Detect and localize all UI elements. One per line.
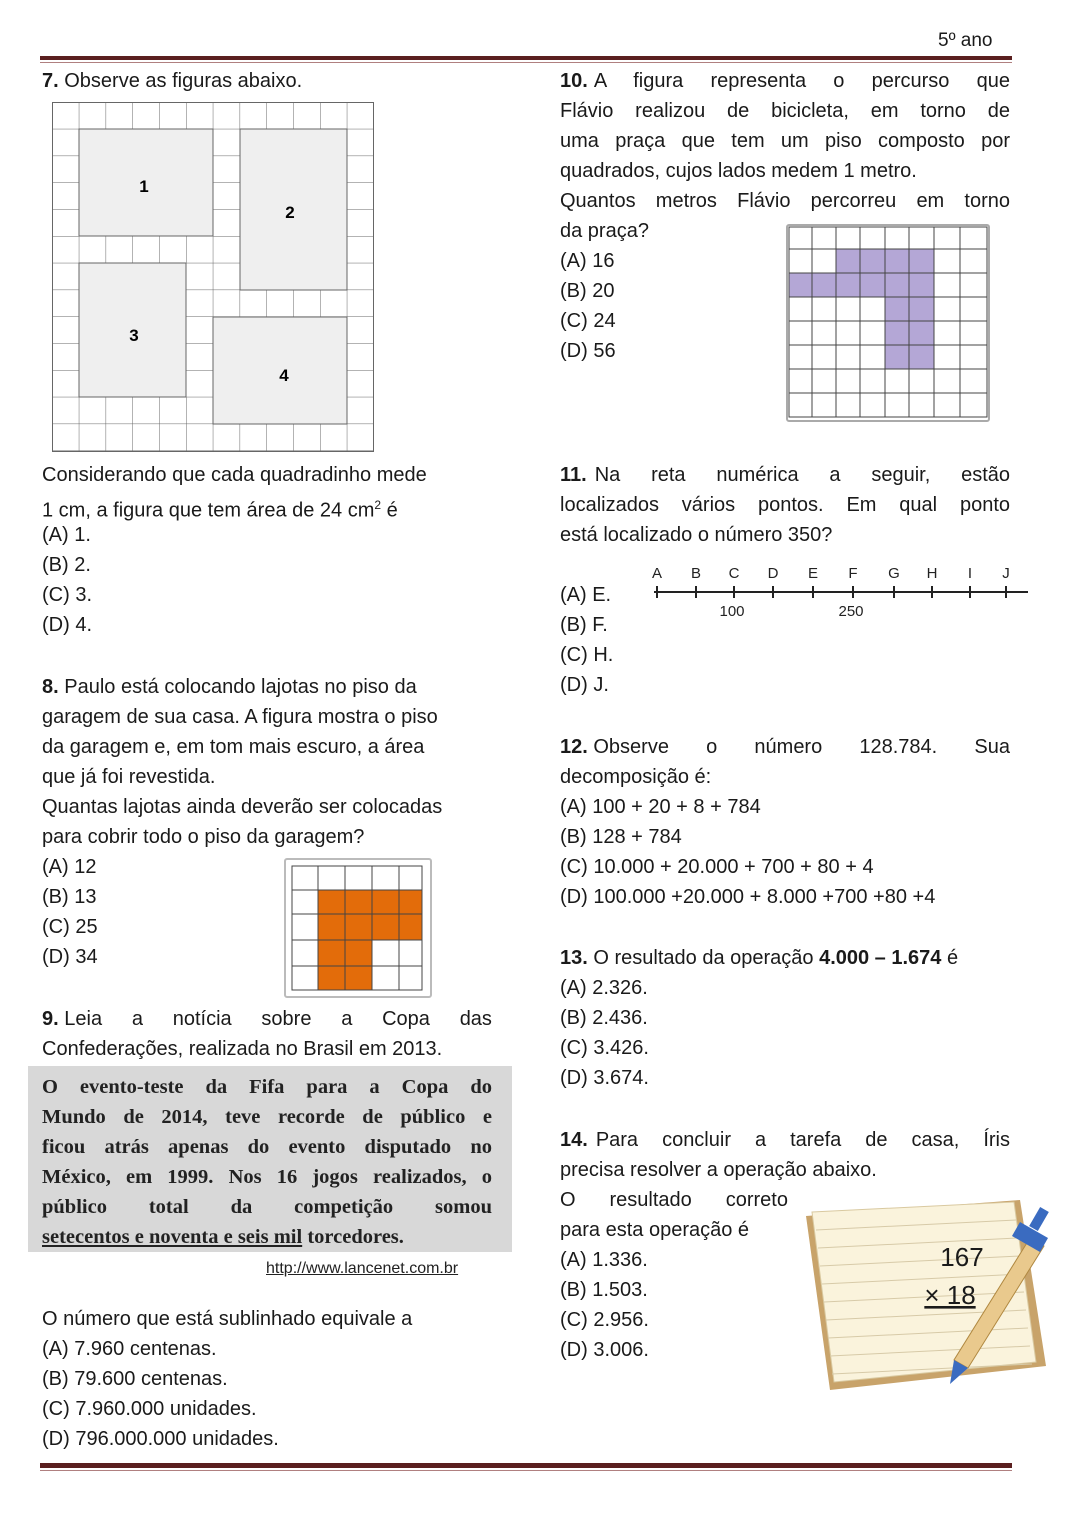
q14-notebook-illustration [800,1198,1056,1394]
q10-line: da praça? [560,220,649,242]
q11-point-label: G [888,565,900,582]
top-rule-thin [40,62,1012,63]
q9-line2: Confederações, realizada no Brasil em 2013. [42,1038,443,1060]
q14-operand-1: 167 [940,1242,984,1272]
q13-option-c[interactable]: (C) 3.426. [560,1037,649,1059]
q11-option-c[interactable]: (C) H. [560,644,614,666]
q7-grid-figure [52,102,376,456]
q7-line [42,490,398,520]
q7-line: Considerando que cada quadradinho mede [42,464,427,486]
q14-line: precisa resolver a operação abaixo. [560,1159,877,1181]
q11-line1-text: Na reta numérica a seguir, estão [594,464,1010,486]
bottom-rule-thin [40,1470,1012,1471]
top-rule [40,56,1012,60]
q9-news-tail: torcedores. [302,1226,404,1248]
q9-word: notícia [172,1008,232,1030]
q7-figure-label: 3 [129,326,139,345]
q10-line: Quantos metros Flávio percorreu em torno [560,190,1010,212]
q12-word: número [754,736,823,758]
q12-option-b[interactable]: (B) 128 + 784 [560,826,682,848]
q10-option-a[interactable]: (A) 16 [560,250,615,272]
q12-word: o [706,736,718,758]
q12-word: Observe [593,736,669,758]
q13-option-d[interactable]: (D) 3.674. [560,1067,649,1089]
q10-line: uma praça que tem um piso composto por [560,130,1010,152]
q11-number: 11. [560,464,587,486]
q9-option-a[interactable]: (A) 7.960 centenas. [42,1338,217,1360]
q7-stem [42,66,302,96]
q10-line: quadrados, cujos lados medem 1 metro. [560,160,917,182]
q9-word: a [341,1008,353,1030]
q9-option-c[interactable]: (C) 7.960.000 unidades. [42,1398,257,1420]
q8-line: para cobrir todo o piso da garagem? [42,826,365,848]
q11-value-label: 100 [719,603,745,620]
q14-option-d[interactable]: (D) 3.006. [560,1339,649,1361]
q8-option-d[interactable]: (D) 34 [42,946,98,968]
q12-word: Sua [974,736,1010,758]
q7-option-a[interactable]: (A) 1. [42,524,91,546]
q8-option-b[interactable]: (B) 13 [42,886,97,908]
q7-figure-label: 2 [285,203,295,222]
q9-news-line: México, em 1999. Nos 16 jogos realizados, o [42,1166,492,1188]
q8-line: que já foi revestida. [42,766,216,788]
q7-superscript: 2 [374,498,382,512]
q10-line: Flávio realizou de bicicleta, em torno de [560,100,1010,122]
q12-option-a[interactable]: (A) 100 + 20 + 8 + 784 [560,796,761,818]
q7-option-c[interactable]: (C) 3. [42,584,92,606]
q11-value-label: 250 [838,603,864,620]
q9-question-text: O número que está sublinhado equivale a [42,1308,413,1330]
q11-line: está localizado o número 350? [560,524,833,546]
q7-line2-text: 1 cm, a figura que tem área de 24 cm [42,499,375,522]
q9-word: a [131,1008,143,1030]
q13-operation: 4.000 – 1.674 [819,947,942,969]
q8-number: 8. [42,676,59,698]
q7-stem-text: Observe as figuras abaixo. [64,70,303,92]
q10-plaza-grid [786,224,990,422]
q14-option-c[interactable]: (C) 2.956. [560,1309,649,1331]
q13-option-a[interactable]: (A) 2.326. [560,977,648,999]
q9-source-link[interactable]: http://www.lancenet.com.br [266,1260,459,1277]
q12-option-c[interactable]: (C) 10.000 + 20.000 + 700 + 80 + 4 [560,856,874,878]
q13-post: é [941,947,959,969]
q13-option-b[interactable]: (B) 2.436. [560,1007,648,1029]
q10-option-b[interactable]: (B) 20 [560,280,615,302]
q11-line [560,460,1010,490]
q11-point-label: J [1002,565,1010,582]
q11-point-label: I [967,565,973,582]
q11-number-line [640,558,1030,628]
q7-line2-tail: é [381,499,398,522]
q8-line1-text: Paulo está colocando lajotas no piso da [64,676,417,698]
q9-word: Copa [382,1008,430,1030]
q12-option-d[interactable]: (D) 100.000 +20.000 + 8.000 +700 +80 +4 [560,886,936,908]
q12-word: 128.784. [859,736,938,758]
q8-line: da garagem e, em tom mais escuro, a área [42,736,425,758]
q9-line1 [42,1004,492,1034]
q14-line [560,1125,1010,1155]
q7-figure-label: 4 [279,366,289,385]
q11-option-d[interactable]: (D) J. [560,674,609,696]
q8-garage-grid [284,858,432,998]
q9-word: Leia [64,1008,103,1030]
q8-line: Quantas lajotas ainda deverão ser colocadas [42,796,443,818]
q10-line [560,66,1010,96]
q14-number: 14. [560,1129,588,1151]
q10-line1-text: A figura representa o percurso que [593,70,1010,92]
q13-pre: O resultado da operação [593,947,820,969]
q10-number: 10. [560,70,588,92]
q11-point-label: B [690,565,702,582]
q12-number: 12. [560,736,588,758]
q9-news-line: ficou atrás apenas do evento disputado no [42,1136,492,1158]
q14-line1-text: Para concluir a tarefa de casa, Íris [595,1129,1010,1151]
q14-line: O resultado correto [560,1189,788,1211]
q13-stem [560,943,958,973]
q14-option-a[interactable]: (A) 1.336. [560,1249,648,1271]
q9-number: 9. [42,1008,59,1030]
q8-line [42,672,417,702]
q14-line: para esta operação é [560,1219,750,1241]
q7-number: 7. [42,70,59,92]
q11-line: localizados vários pontos. Em qual ponto [560,494,1010,516]
q7-option-b[interactable]: (B) 2. [42,554,91,576]
q11-point-label: C [728,565,740,582]
q8-option-a[interactable]: (A) 12 [42,856,97,878]
q12-line1 [560,732,1010,762]
q8-line: garagem de sua casa. A figura mostra o piso [42,706,438,728]
q11-point-label: F [848,565,858,582]
q9-word: das [459,1008,492,1030]
bottom-rule [40,1463,1012,1468]
q9-news-line [42,1222,404,1252]
q11-option-a[interactable]: (A) E. [560,584,612,606]
q11-point-label: D [767,565,779,582]
q14-operand-2: × 18 [924,1280,976,1310]
q13-number: 13. [560,947,588,969]
q12-line2: decomposição é: [560,766,712,788]
q10-option-d[interactable]: (D) 56 [560,340,616,362]
q9-option-b[interactable]: (B) 79.600 centenas. [42,1368,228,1390]
q7-option-d[interactable]: (D) 4. [42,614,92,636]
q10-option-c[interactable]: (C) 24 [560,310,616,332]
q11-point-label: H [926,565,938,582]
q9-news-line: Mundo de 2014, teve recorde de público e [42,1106,492,1128]
q11-point-label: E [807,565,819,582]
q9-underlined-number: setecentos e noventa e seis mil [42,1226,303,1248]
q8-option-c[interactable]: (C) 25 [42,916,98,938]
q9-news-line: público total da competição somou [42,1196,492,1218]
grade-label: 5º ano [938,30,993,51]
q9-word: sobre [261,1008,312,1030]
q7-figure-label: 1 [139,177,149,196]
q9-news-line: O evento-teste da Fifa para a Copa do [42,1076,492,1098]
q11-option-b[interactable]: (B) F. [560,614,608,636]
q11-point-label: A [651,565,663,582]
q14-option-b[interactable]: (B) 1.503. [560,1279,648,1301]
q9-option-d[interactable]: (D) 796.000.000 unidades. [42,1428,279,1450]
